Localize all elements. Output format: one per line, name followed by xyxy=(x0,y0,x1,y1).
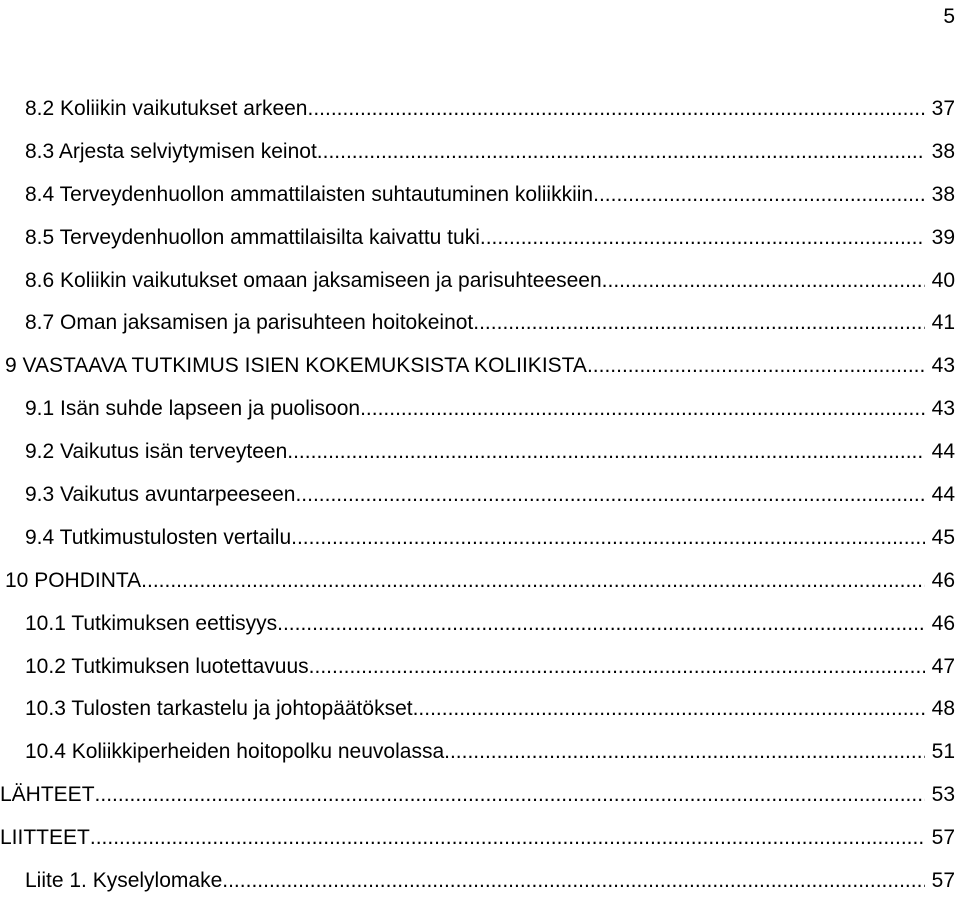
page-number: 5 xyxy=(943,5,955,28)
toc-dot-leader xyxy=(287,431,925,474)
toc-entry-title: 10.3 Tulosten tarkastelu ja johtopäätökset xyxy=(25,697,413,721)
toc-entry-title: LIITTEET xyxy=(0,826,90,850)
toc-entry-title: 10.2 Tutkimuksen luotettavuus xyxy=(25,654,309,678)
toc-entry-page: 51 xyxy=(931,740,955,764)
toc-entry-title: 9.4 Tutkimustulosten vertailu xyxy=(25,525,292,549)
toc-entry[interactable] xyxy=(0,302,955,345)
toc-entry-page: 39 xyxy=(931,225,955,249)
toc-entry-title: 8.7 Oman jaksamisen ja parisuhteen hoitokeinot xyxy=(25,311,474,335)
table-of-contents xyxy=(0,88,955,903)
toc-dot-leader xyxy=(291,517,925,560)
toc-dot-leader xyxy=(95,774,925,817)
toc-entry-page: 37 xyxy=(931,97,955,120)
toc-entry-title: LÄHTEET xyxy=(0,783,95,807)
toc-entry-page: 44 xyxy=(931,483,955,507)
toc-entry-page: 43 xyxy=(931,397,955,421)
toc-entry-page: 43 xyxy=(931,354,955,378)
toc-entry[interactable] xyxy=(0,517,955,560)
toc-entry-page: 44 xyxy=(931,440,955,464)
toc-entry-page: 48 xyxy=(931,697,955,721)
toc-entry-title: 9.2 Vaikutus isän terveyteen xyxy=(25,440,288,464)
toc-entry[interactable] xyxy=(0,131,955,174)
toc-entry-page: 46 xyxy=(931,611,955,635)
toc-entry[interactable] xyxy=(0,345,955,388)
toc-entry-title: 10.4 Koliikkiperheiden hoitopolku neuvolassa xyxy=(25,740,445,764)
toc-dot-leader xyxy=(593,174,925,217)
toc-entry[interactable] xyxy=(0,688,955,731)
toc-dot-leader xyxy=(360,388,925,431)
toc-dot-leader xyxy=(587,345,925,388)
toc-entry[interactable] xyxy=(0,731,955,774)
toc-dot-leader xyxy=(309,646,925,689)
toc-entry[interactable] xyxy=(0,860,955,903)
toc-dot-leader xyxy=(308,88,926,131)
toc-entry[interactable] xyxy=(0,646,955,689)
toc-entry[interactable] xyxy=(0,560,955,603)
toc-entry[interactable] xyxy=(0,217,955,260)
toc-dot-leader xyxy=(317,131,925,174)
toc-dot-leader xyxy=(222,860,925,903)
toc-entry[interactable] xyxy=(0,817,955,860)
toc-entry[interactable] xyxy=(0,474,955,517)
toc-entry-page: 57 xyxy=(931,869,955,893)
toc-entry-page: 47 xyxy=(931,654,955,678)
toc-entry[interactable] xyxy=(0,174,955,217)
toc-entry-page: 53 xyxy=(931,783,955,807)
toc-entry-page: 38 xyxy=(931,139,955,163)
toc-dot-leader xyxy=(295,474,925,517)
toc-entry-title: 8.2 Koliikin vaikutukset arkeen xyxy=(25,97,308,120)
toc-entry-page: 38 xyxy=(931,182,955,206)
toc-entry[interactable] xyxy=(0,88,955,131)
toc-dot-leader xyxy=(413,688,925,731)
toc-entry-page: 57 xyxy=(931,826,955,850)
toc-entry-title: 8.4 Terveydenhuollon ammattilaisten suhtautuminen koliikkiin xyxy=(25,182,594,206)
toc-entry-page: 45 xyxy=(931,525,955,549)
toc-entry-title: 10.1 Tutkimuksen eettisyys xyxy=(25,611,278,635)
toc-entry-page: 40 xyxy=(931,268,955,292)
toc-dot-leader xyxy=(141,560,925,603)
toc-entry-title: 8.6 Koliikin vaikutukset omaan jaksamiseen ja parisuhteeseen xyxy=(25,268,602,292)
toc-entry-title: 9 VASTAAVA TUTKIMUS ISIEN KOKEMUKSISTA KOLIIKISTA xyxy=(5,354,587,378)
toc-entry[interactable] xyxy=(0,388,955,431)
toc-entry-page: 41 xyxy=(931,311,955,335)
toc-entry-title: 8.5 Terveydenhuollon ammattilaisilta kaivattu tuki xyxy=(25,225,480,249)
toc-dot-leader xyxy=(444,731,925,774)
toc-dot-leader xyxy=(90,817,925,860)
toc-entry-title: Liite 1. Kyselylomake xyxy=(25,869,223,893)
toc-entry[interactable] xyxy=(0,603,955,646)
toc-entry[interactable] xyxy=(0,431,955,474)
toc-dot-leader xyxy=(473,302,925,345)
toc-entry-page: 46 xyxy=(931,568,955,592)
toc-entry-title: 8.3 Arjesta selviytymisen keinot xyxy=(25,139,317,163)
toc-dot-leader xyxy=(480,217,925,260)
toc-entry-title: 10 POHDINTA xyxy=(5,568,142,592)
toc-entry[interactable] xyxy=(0,774,955,817)
toc-dot-leader xyxy=(602,260,925,303)
toc-entry-title: 9.3 Vaikutus avuntarpeeseen xyxy=(25,483,296,507)
toc-dot-leader xyxy=(277,603,925,646)
toc-entry[interactable] xyxy=(0,260,955,303)
toc-entry-title: 9.1 Isän suhde lapseen ja puolisoon xyxy=(25,397,361,421)
